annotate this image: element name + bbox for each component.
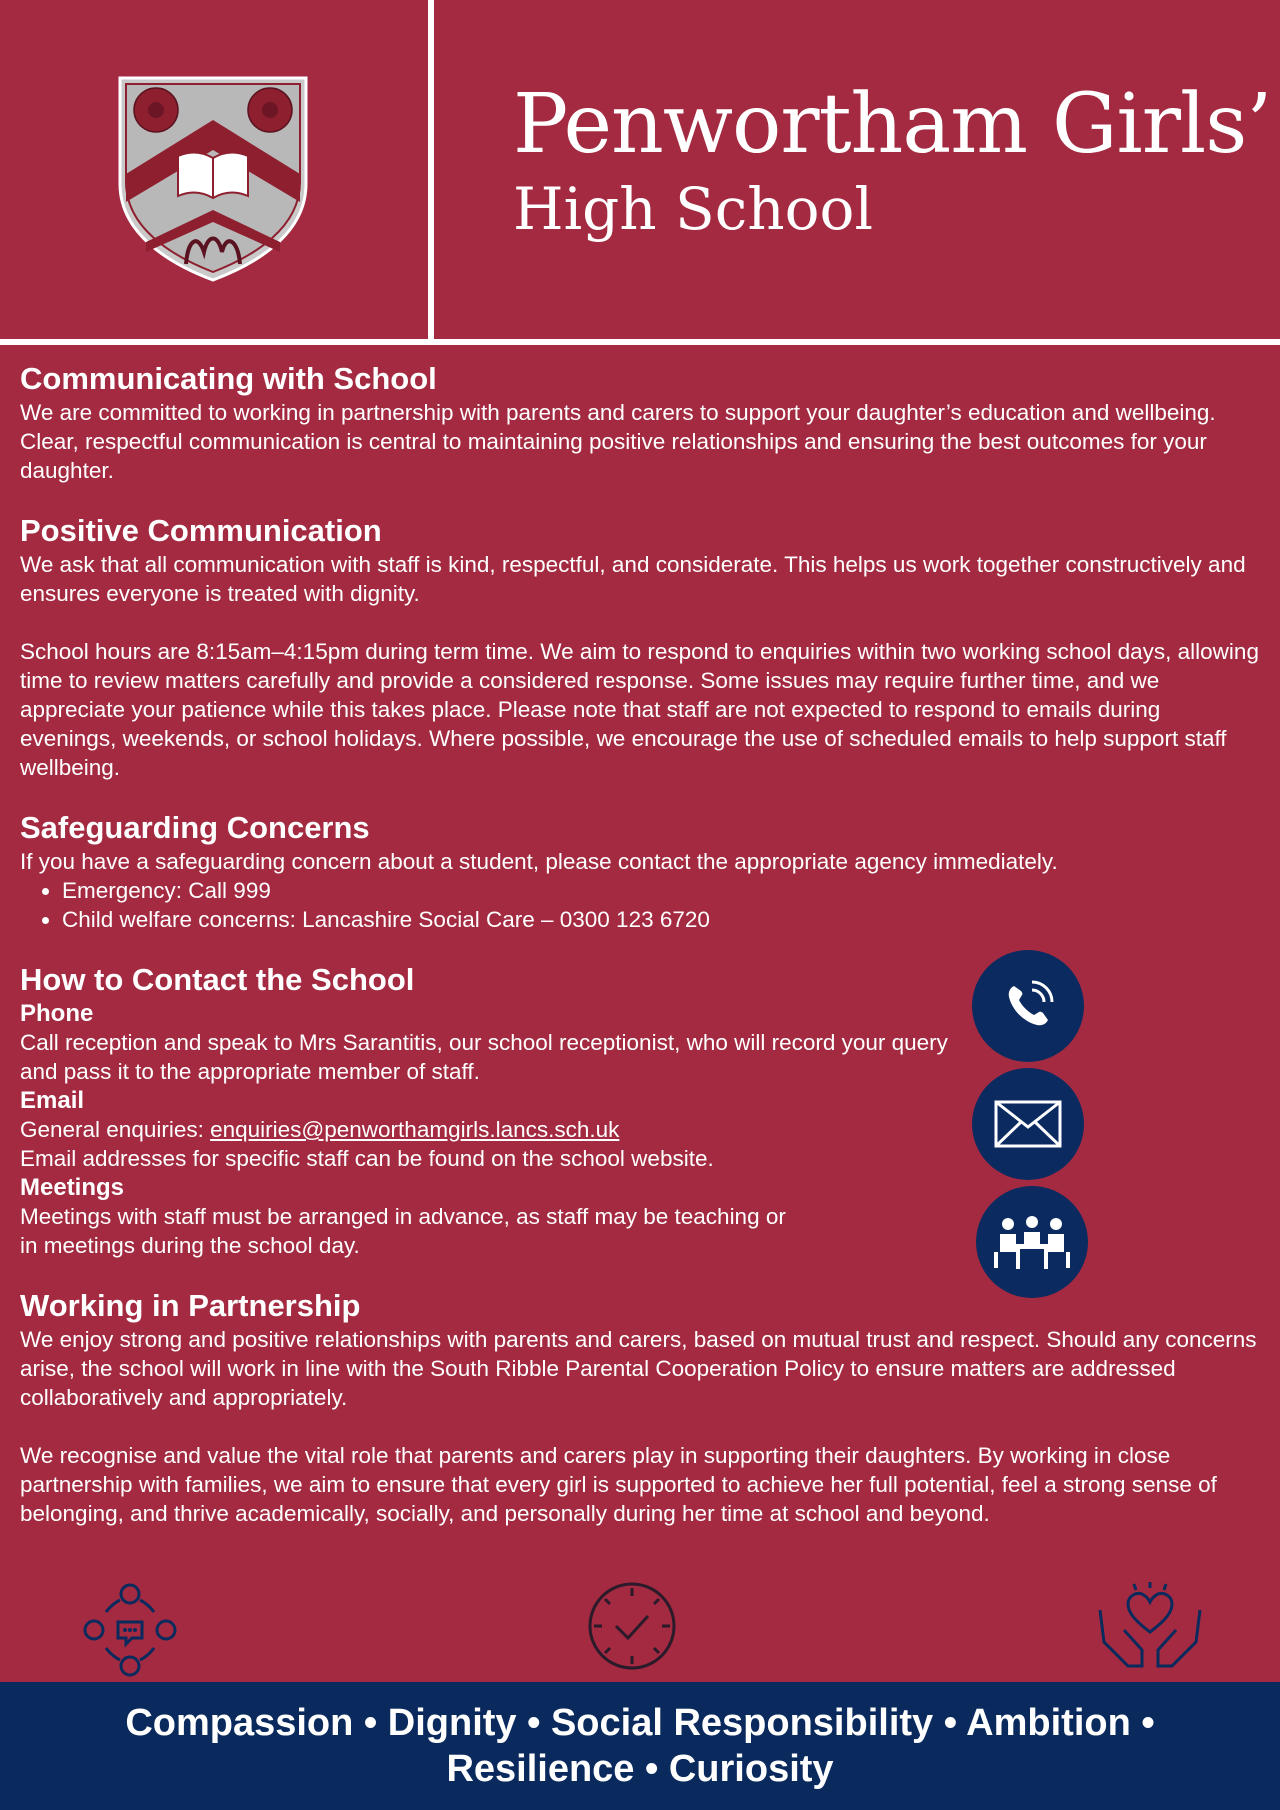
main-content	[20, 360, 1260, 1528]
email-body: Email addresses for specific staff can be found on the school website.	[20, 1146, 714, 1171]
partnership-body-2: We recognise and value the vital role that parents and carers play in supporting their daughters. By working in close partnership with families, we aim to ensure that every girl is supported to achieve her full potential, feel a strong sense of belonging, and thrive academically, socially, and personally during her time at school and beyond.	[20, 1443, 1217, 1526]
school-crest-icon	[116, 74, 310, 282]
email-prefix: General enquiries:	[20, 1117, 211, 1142]
positive-body-2: School hours are 8:15am–4:15pm during term time. We aim to respond to enquiries within two working school days, allowing time to review matters carefully and provide a considered response. Some issues may require further time, and we appreciate your patience while this takes place. Please note that staff are not expected to respond to emails during evenings, weekends, or school holidays. Where possible, we encourage the use of scheduled emails to help support staff wellbeing.	[20, 639, 1259, 780]
header-horizontal-divider	[0, 339, 1280, 345]
header-vertical-divider	[428, 0, 434, 340]
communication-network-icon	[82, 1582, 178, 1678]
phone-heading: Phone	[20, 1000, 94, 1027]
clock-check-icon	[586, 1580, 678, 1672]
safeguarding-body: If you have a safeguarding concern about a student, please contact the appropriate agency immediately.	[20, 849, 1058, 874]
header	[0, 0, 1280, 340]
heading-contact: How to Contact the School	[20, 962, 415, 997]
meetings-heading: Meetings	[20, 1174, 125, 1201]
values-line-1: Compassion • Dignity • Social Responsibility • Ambition •	[125, 1702, 1155, 1744]
heading-safeguarding: Safeguarding Concerns	[20, 810, 370, 845]
phone-icon	[972, 950, 1084, 1062]
heading-positive-communication: Positive Communication	[20, 513, 382, 548]
safeguarding-list	[20, 876, 1260, 934]
meetings-body-line2: in meetings during the school day.	[20, 1233, 360, 1258]
phone-body: Call reception and speak to Mrs Sarantitis, our school receptionist, who will record your query and pass it to the appropriate member of staff.	[20, 1030, 948, 1084]
positive-body-1: We ask that all communication with staff is kind, respectful, and considerate. This helps us work together constructively and ensures everyone is treated with dignity.	[20, 552, 1246, 606]
values-line-2: Resilience • Curiosity	[446, 1748, 834, 1790]
school-name-line1: Penwortham Girls’	[513, 77, 1272, 172]
list-item: • Emergency: Call 999	[62, 876, 1260, 905]
heading-communicating: Communicating with School	[20, 361, 437, 396]
list-item: • Child welfare concerns: Lancashire Social Care – 0300 123 6720	[62, 905, 1260, 934]
values-footer	[0, 1682, 1280, 1810]
email-link[interactable]: enquiries@penworthamgirls.lancs.sch.uk	[210, 1117, 620, 1142]
email-heading: Email	[20, 1087, 85, 1114]
partnership-body-1: We enjoy strong and positive relationships with parents and carers, based on mutual trust and respect. Should any concerns arise, the school will work in line with the South Ribble Parental Cooperation Policy to ensure matters are addressed collaboratively and appropriately.	[20, 1327, 1257, 1410]
communicating-body: We are committed to working in partnership with parents and carers to support your daughter’s education and wellbeing. Clear, respectful communication is central to maintaining positive relationships and ensuring the best outcomes for your daughter.	[20, 400, 1216, 483]
meetings-body-line1: Meetings with staff must be arranged in advance, as staff may be teaching or	[20, 1204, 786, 1229]
envelope-icon	[972, 1068, 1084, 1180]
hands-heart-icon	[1094, 1580, 1206, 1676]
school-name-line2: High School	[513, 175, 874, 243]
meeting-icon	[976, 1186, 1088, 1298]
heading-partnership: Working in Partnership	[20, 1288, 361, 1323]
